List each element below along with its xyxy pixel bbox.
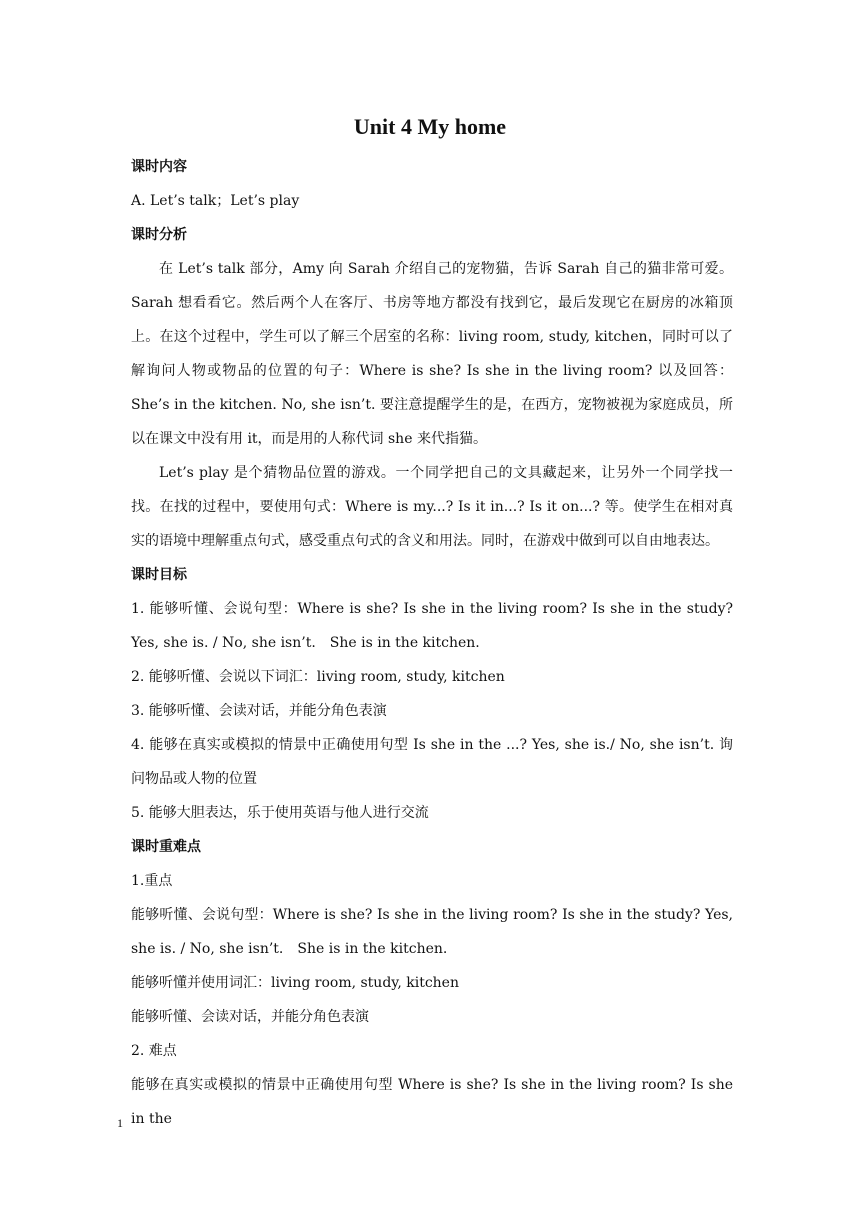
section-heading-objectives: 课时目标 [131,567,187,583]
section-heading-key-points: 课时重难点 [131,839,201,855]
analysis-paragraph-play: Let’s play 是个猜物品位置的游戏。一个同学把自己的文具藏起来，让另外一个同学找一找。在找的过程中，要使用句式：Where is my...? Is it in...? Is it on...? 等。使学生在相对真实的语境中理解重点句式，感受重点句式的含义和用法。同时，在游戏中做到可以自由地表达。 [131,465,733,549]
key-point-label: 1.重点 [131,873,173,889]
key-point-sentence-patterns: 能够听懂、会说句型：Where is she? Is she in the living room? Is she in the study? Yes, she is. / No, she isn’t. She is in the kitchen. [131,907,733,957]
objective-item-4: 4. 能够在真实或模拟的情景中正确使用句型 Is she in the ...? Yes, she is./ No, she isn’t. 询问物品或人物的位置 [131,737,733,787]
difficulty-sentence: 能够在真实或模拟的情景中正确使用句型 Where is she? Is she in the living room? Is she in the [131,1077,733,1127]
document-title: Unit 4 My home [353,114,507,139]
section-heading-analysis: 课时分析 [131,227,187,243]
lesson-content-text: A. Let’s talk；Let’s play [131,193,300,209]
analysis-paragraph-talk: 在 Let’s talk 部分，Amy 向 Sarah 介绍自己的宠物猫，告诉 Sarah 自己的猫非常可爱。Sarah 想看看它。然后两个人在客厅、书房等地方都没有找到它，最后发现它在厨房的冰箱顶上。在这个过程中，学生可以了解三个居室的名称：living room, study, kitchen，同时可以了解询问人物或物品的位置的句子：Where is she? Is she in the living room? 以及回答：She’s in the kitchen. No, she isn’t. 要注意提醒学生的是，在西方，宠物被视为家庭成员，所以在课文中没有用 it，而是用的人称代词 she 来代指猫。 [131,261,733,447]
document-body [131,150,733,1136]
objective-item-2: 2. 能够听懂、会说以下词汇：living room, study, kitchen [131,669,505,685]
objective-item-1: 1. 能够听懂、会说句型：Where is she? Is she in the living room? Is she in the study? Yes, she is. / No, she isn’t. She is in the kitchen. [131,601,733,651]
page-number: 1 [117,1116,123,1130]
objective-item-5: 5. 能够大胆表达，乐于使用英语与他人进行交流 [131,805,429,821]
difficulty-label: 2. 难点 [131,1043,177,1059]
key-point-vocabulary: 能够听懂并使用词汇：living room, study, kitchen [131,975,459,991]
section-heading-content: 课时内容 [131,159,187,175]
key-point-dialogue: 能够听懂、会读对话，并能分角色表演 [131,1009,369,1025]
objective-item-3: 3. 能够听懂、会读对话，并能分角色表演 [131,703,387,719]
